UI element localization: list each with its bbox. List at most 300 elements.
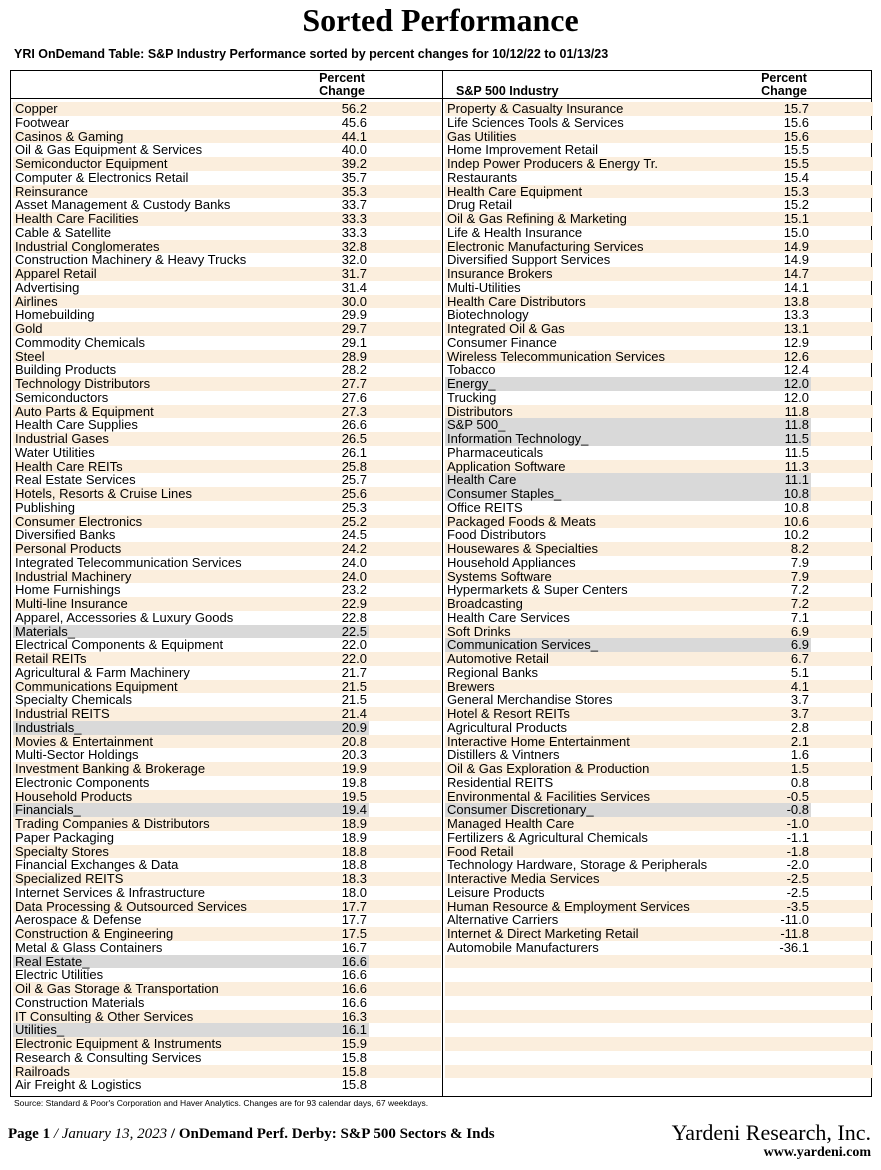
industry-name: Oil & Gas Exploration & Production bbox=[447, 761, 650, 776]
percent-change: 17.5 bbox=[341, 926, 367, 941]
table-row bbox=[13, 817, 441, 831]
sector-row bbox=[445, 638, 873, 652]
industry-name: Railroads bbox=[15, 1063, 70, 1079]
industry-name: Agricultural Products bbox=[447, 719, 567, 735]
brand-url[interactable]: www.yardeni.com bbox=[763, 1145, 871, 1160]
percent-change: 12.0 bbox=[783, 376, 809, 391]
table-row bbox=[13, 322, 441, 336]
percent-change: 1.5 bbox=[790, 761, 809, 776]
percent-change: 15.6 bbox=[783, 114, 809, 130]
industry-name: Research & Consulting Services bbox=[15, 1049, 202, 1065]
industry-name: Health Care Services bbox=[447, 609, 570, 625]
header-rule bbox=[11, 98, 871, 99]
performance-table bbox=[10, 70, 872, 1097]
percent-change: 15.1 bbox=[783, 211, 809, 226]
empty-row bbox=[445, 996, 873, 1010]
industry-name: Tobacco bbox=[447, 362, 496, 378]
percent-change: 18.3 bbox=[341, 871, 367, 886]
table-row bbox=[13, 198, 441, 212]
industry-name: Electronic Components bbox=[15, 774, 150, 790]
percent-change: 16.6 bbox=[341, 953, 367, 969]
industry-name: Broadcasting bbox=[447, 596, 523, 611]
table-row bbox=[13, 570, 441, 584]
percent-change: 12.0 bbox=[783, 389, 809, 405]
percent-change: 15.8 bbox=[341, 1063, 367, 1079]
percent-change: 26.6 bbox=[341, 417, 367, 433]
empty-row bbox=[445, 968, 873, 982]
percent-change: 15.0 bbox=[783, 224, 809, 240]
percent-change: 7.2 bbox=[790, 582, 809, 598]
table-row bbox=[13, 171, 441, 185]
percent-change: 12.4 bbox=[783, 362, 809, 378]
header-line: Percent bbox=[319, 71, 365, 85]
table-row bbox=[445, 116, 873, 130]
percent-change: 25.7 bbox=[341, 472, 367, 488]
percent-change: 15.2 bbox=[783, 197, 809, 213]
table-row bbox=[13, 102, 441, 116]
percent-change: 35.7 bbox=[341, 169, 367, 185]
table-row bbox=[445, 570, 873, 584]
table-row bbox=[13, 886, 441, 900]
footer-date: January 13, 2023 bbox=[61, 1126, 168, 1142]
table-row bbox=[13, 762, 441, 776]
percent-change: 20.8 bbox=[341, 733, 367, 749]
industry-name: Integrated Telecommunication Services bbox=[15, 554, 242, 570]
industry-name: Household Products bbox=[15, 788, 133, 804]
percent-change: 23.2 bbox=[341, 582, 367, 598]
percent-change: 18.8 bbox=[341, 843, 367, 859]
industry-name: Construction Machinery & Heavy Trucks bbox=[15, 252, 247, 268]
industry-name: Leisure Products bbox=[447, 884, 545, 900]
document-name: OnDemand Perf. Derby: S&P 500 Sectors & Inds bbox=[178, 1126, 495, 1142]
industry-name: Aerospace & Defense bbox=[15, 912, 142, 928]
industry-name: Financials_ bbox=[15, 802, 81, 818]
industry-name: Apparel, Accessories & Luxury Goods bbox=[15, 609, 234, 625]
industry-name: Specialty Chemicals bbox=[15, 692, 133, 708]
industry-name: Industrial Machinery bbox=[15, 568, 132, 584]
table-row bbox=[13, 776, 441, 790]
industry-name: Communication Services_ bbox=[447, 637, 599, 653]
industry-name: Health Care Equipment bbox=[447, 183, 583, 199]
table-row bbox=[445, 652, 873, 666]
industry-name: Internet & Direct Marketing Retail bbox=[447, 926, 639, 941]
sector-row bbox=[445, 487, 873, 501]
industry-name: Household Appliances bbox=[447, 554, 576, 570]
sector-row bbox=[13, 625, 441, 639]
table-row bbox=[13, 281, 441, 295]
industry-name: Multi-line Insurance bbox=[15, 596, 128, 611]
table-row bbox=[13, 638, 441, 652]
industry-name: Health Care Facilities bbox=[15, 211, 139, 226]
table-row bbox=[445, 666, 873, 680]
table-row bbox=[445, 157, 873, 171]
right-value-header bbox=[749, 72, 819, 97]
percent-change: 22.8 bbox=[341, 609, 367, 625]
table-row bbox=[445, 446, 873, 460]
percent-change: 25.2 bbox=[341, 513, 367, 529]
table-row bbox=[13, 845, 441, 859]
industry-name: S&P 500_ bbox=[447, 417, 506, 433]
table-row bbox=[445, 295, 873, 309]
percent-change: 39.2 bbox=[341, 156, 367, 171]
table-row bbox=[445, 583, 873, 597]
percent-change: 31.4 bbox=[341, 279, 367, 295]
table-row bbox=[445, 597, 873, 611]
percent-change: 15.9 bbox=[341, 1036, 367, 1051]
industry-name: Trading Companies & Distributors bbox=[15, 816, 210, 831]
percent-change: 15.7 bbox=[783, 101, 809, 116]
percent-change: 29.9 bbox=[341, 307, 367, 323]
industry-name: Apparel Retail bbox=[15, 266, 97, 281]
percent-change: 14.1 bbox=[783, 279, 809, 295]
percent-change: 7.2 bbox=[790, 596, 809, 611]
table-row bbox=[13, 212, 441, 226]
industry-name: Auto Parts & Equipment bbox=[15, 403, 154, 419]
industry-name: Retail REITs bbox=[15, 651, 87, 666]
sector-row bbox=[13, 721, 441, 735]
table-row bbox=[445, 556, 873, 570]
percent-change: 14.9 bbox=[783, 238, 809, 254]
percent-change: 8.2 bbox=[790, 541, 809, 556]
percent-change: -2.0 bbox=[786, 857, 809, 873]
industry-name: Advertising bbox=[15, 279, 80, 295]
percent-change: -11.8 bbox=[780, 926, 809, 941]
percent-change: 25.6 bbox=[341, 486, 367, 501]
table-row bbox=[13, 528, 441, 542]
percent-change: 33.3 bbox=[341, 224, 367, 240]
industry-name: Electronic Equipment & Instruments bbox=[15, 1036, 222, 1051]
table-row bbox=[13, 253, 441, 267]
brand-name: Yardeni Research, Inc. bbox=[671, 1120, 871, 1145]
industry-name: Oil & Gas Refining & Marketing bbox=[447, 211, 627, 226]
table-row bbox=[445, 845, 873, 859]
table-row bbox=[445, 693, 873, 707]
table-row bbox=[13, 473, 441, 487]
table-row bbox=[445, 707, 873, 721]
industry-name: Life Sciences Tools & Services bbox=[447, 114, 624, 130]
industry-name: Health Care Distributors bbox=[447, 293, 586, 309]
industry-name: Health Care REITs bbox=[15, 458, 123, 474]
table-row bbox=[445, 776, 873, 790]
industry-name: Specialty Stores bbox=[15, 843, 109, 859]
percent-change: 21.4 bbox=[341, 706, 367, 721]
table-row bbox=[13, 597, 441, 611]
percent-change: 13.1 bbox=[783, 321, 809, 336]
sector-row bbox=[445, 432, 873, 446]
table-row bbox=[13, 652, 441, 666]
table-row bbox=[13, 913, 441, 927]
industry-name: Interactive Home Entertainment bbox=[447, 733, 630, 749]
industry-name: Information Technology_ bbox=[447, 431, 589, 446]
table-row bbox=[13, 1078, 441, 1092]
table-row bbox=[445, 198, 873, 212]
left-column bbox=[13, 102, 441, 1092]
industry-name: Asset Management & Custody Banks bbox=[15, 197, 231, 213]
industry-name: Footwear bbox=[15, 114, 70, 130]
table-row bbox=[445, 212, 873, 226]
industry-name: Residential REITS bbox=[447, 774, 554, 790]
sector-row bbox=[13, 955, 441, 969]
sector-row bbox=[445, 803, 873, 817]
table-row bbox=[445, 240, 873, 254]
table-row bbox=[13, 900, 441, 914]
industry-name: Food Retail bbox=[447, 843, 514, 859]
industry-name: IT Consulting & Other Services bbox=[15, 1008, 194, 1024]
industry-name: Semiconductor Equipment bbox=[15, 156, 168, 171]
table-row bbox=[445, 721, 873, 735]
empty-row bbox=[445, 1065, 873, 1079]
percent-change: 19.8 bbox=[341, 774, 367, 790]
table-row bbox=[13, 363, 441, 377]
column-divider bbox=[442, 71, 443, 1096]
industry-name: Gas Utilities bbox=[447, 128, 517, 144]
table-row bbox=[445, 253, 873, 267]
industry-name: Casinos & Gaming bbox=[15, 128, 124, 144]
percent-change: 15.5 bbox=[783, 156, 809, 171]
table-row bbox=[13, 982, 441, 996]
percent-change: 11.1 bbox=[784, 472, 809, 488]
percent-change: 16.6 bbox=[341, 981, 367, 996]
industry-name: Oil & Gas Equipment & Services bbox=[15, 142, 203, 158]
industry-name: Homebuilding bbox=[15, 307, 95, 323]
percent-change: 19.5 bbox=[341, 788, 367, 804]
table-row bbox=[13, 157, 441, 171]
percent-change: -0.8 bbox=[786, 802, 809, 818]
table-row bbox=[445, 350, 873, 364]
table-row bbox=[13, 240, 441, 254]
percent-change: 40.0 bbox=[341, 142, 367, 158]
industry-name: Reinsurance bbox=[15, 183, 88, 199]
table-row bbox=[445, 941, 873, 955]
industry-name: Consumer Finance bbox=[447, 334, 557, 350]
industry-name: Real Estate Services bbox=[15, 472, 136, 488]
industry-name: Managed Health Care bbox=[447, 816, 575, 831]
right-name-header: S&P 500 Industry bbox=[456, 84, 559, 98]
table-row bbox=[445, 817, 873, 831]
table-row bbox=[13, 377, 441, 391]
industry-name: Pharmaceuticals bbox=[447, 444, 544, 460]
percent-change: 25.8 bbox=[341, 458, 367, 474]
table-row bbox=[445, 913, 873, 927]
industry-name: Copper bbox=[15, 101, 58, 116]
industry-name: General Merchandise Stores bbox=[447, 692, 613, 708]
industry-name: Home Furnishings bbox=[15, 582, 121, 598]
table-row bbox=[13, 130, 441, 144]
percent-change: 13.8 bbox=[783, 293, 809, 309]
table-row bbox=[13, 308, 441, 322]
percent-change: 26.5 bbox=[341, 431, 367, 446]
table-row bbox=[13, 267, 441, 281]
percent-change: 31.7 bbox=[341, 266, 367, 281]
table-row bbox=[13, 858, 441, 872]
table-row bbox=[13, 460, 441, 474]
percent-change: 28.9 bbox=[341, 348, 367, 364]
industry-name: Multi-Utilities bbox=[447, 279, 521, 295]
table-row bbox=[13, 680, 441, 694]
table-row bbox=[13, 226, 441, 240]
table-row bbox=[13, 1010, 441, 1024]
industry-name: Specialized REITS bbox=[15, 871, 124, 886]
percent-change: 33.7 bbox=[341, 197, 367, 213]
sector-row bbox=[13, 803, 441, 817]
percent-change: 21.5 bbox=[341, 678, 367, 694]
percent-change: 27.7 bbox=[341, 376, 367, 391]
industry-name: Wireless Telecommunication Services bbox=[447, 348, 665, 364]
percent-change: 19.9 bbox=[341, 761, 367, 776]
table-row bbox=[13, 295, 441, 309]
industry-name: Real Estate_ bbox=[15, 953, 90, 969]
percent-change: 15.5 bbox=[783, 142, 809, 158]
industry-name: Utilities_ bbox=[15, 1022, 65, 1038]
table-row bbox=[445, 405, 873, 419]
percent-change: 1.6 bbox=[790, 747, 809, 763]
table-row bbox=[13, 1037, 441, 1051]
empty-row bbox=[445, 1010, 873, 1024]
table-row bbox=[13, 116, 441, 130]
percent-change: 22.5 bbox=[341, 623, 367, 639]
industry-name: Multi-Sector Holdings bbox=[15, 747, 139, 763]
table-row bbox=[13, 432, 441, 446]
industry-name: Semiconductors bbox=[15, 389, 109, 405]
industry-name: Cable & Satellite bbox=[15, 224, 112, 240]
table-row bbox=[445, 171, 873, 185]
industry-name: Life & Health Insurance bbox=[447, 224, 583, 240]
percent-change: 6.9 bbox=[790, 623, 809, 639]
table-row bbox=[445, 515, 873, 529]
industry-name: Automotive Retail bbox=[447, 651, 549, 666]
percent-change: -2.5 bbox=[786, 884, 809, 900]
industry-name: Investment Banking & Brokerage bbox=[15, 761, 206, 776]
table-row bbox=[445, 680, 873, 694]
header-line: Percent bbox=[761, 71, 807, 85]
industry-name: Electrical Components & Equipment bbox=[15, 637, 224, 653]
empty-row bbox=[445, 955, 873, 969]
separator: / bbox=[50, 1126, 62, 1142]
percent-change: 20.3 bbox=[341, 747, 367, 763]
table-row bbox=[445, 927, 873, 941]
table-row bbox=[445, 102, 873, 116]
industry-name: Distillers & Vintners bbox=[447, 747, 560, 763]
industry-name: Building Products bbox=[15, 362, 117, 378]
industry-name: Computer & Electronics Retail bbox=[15, 169, 189, 185]
industry-name: Metal & Glass Containers bbox=[15, 939, 163, 955]
table-row bbox=[13, 542, 441, 556]
sector-row bbox=[445, 418, 873, 432]
industry-name: Consumer Staples_ bbox=[447, 486, 562, 501]
table-row bbox=[13, 996, 441, 1010]
table-row bbox=[445, 735, 873, 749]
percent-change: -1.8 bbox=[786, 843, 809, 859]
page-footer bbox=[8, 1126, 495, 1143]
table-row bbox=[445, 528, 873, 542]
table-row bbox=[445, 900, 873, 914]
percent-change: 26.1 bbox=[341, 444, 367, 460]
table-row bbox=[13, 583, 441, 597]
percent-change: 28.2 bbox=[341, 362, 367, 378]
table-row bbox=[445, 790, 873, 804]
empty-row bbox=[445, 1023, 873, 1037]
table-row bbox=[445, 611, 873, 625]
percent-change: 27.6 bbox=[341, 389, 367, 405]
percent-change: 22.9 bbox=[341, 596, 367, 611]
percent-change: -11.0 bbox=[780, 912, 809, 928]
percent-change: 24.2 bbox=[341, 541, 367, 556]
table-row bbox=[13, 556, 441, 570]
percent-change: 56.2 bbox=[341, 101, 367, 116]
industry-name: Hotels, Resorts & Cruise Lines bbox=[15, 486, 193, 501]
percent-change: 5.1 bbox=[790, 664, 809, 680]
table-row bbox=[445, 762, 873, 776]
table-row bbox=[445, 130, 873, 144]
industry-name: Soft Drinks bbox=[447, 623, 511, 639]
industry-name: Personal Products bbox=[15, 541, 122, 556]
header-line: Change bbox=[761, 83, 807, 98]
percent-change: 15.3 bbox=[783, 183, 809, 199]
table-row bbox=[13, 515, 441, 529]
table-row bbox=[13, 611, 441, 625]
industry-name: Airlines bbox=[15, 293, 58, 309]
industry-name: Industrial REITS bbox=[15, 706, 110, 721]
sector-highlight bbox=[445, 377, 811, 391]
industry-name: Housewares & Specialties bbox=[447, 541, 599, 556]
percent-change: 29.1 bbox=[341, 334, 367, 350]
table-row bbox=[445, 886, 873, 900]
percent-change: 17.7 bbox=[341, 898, 367, 914]
percent-change: -2.5 bbox=[786, 871, 809, 886]
table-row bbox=[445, 363, 873, 377]
percent-change: 12.6 bbox=[783, 348, 809, 364]
table-row bbox=[445, 501, 873, 515]
industry-name: Biotechnology bbox=[447, 307, 529, 323]
table-row bbox=[13, 831, 441, 845]
table-row bbox=[445, 143, 873, 157]
percent-change: 2.8 bbox=[790, 719, 809, 735]
industry-name: Oil & Gas Storage & Transportation bbox=[15, 981, 219, 996]
industry-name: Electric Utilities bbox=[15, 967, 104, 983]
percent-change: 24.0 bbox=[341, 568, 367, 584]
empty-row bbox=[445, 1051, 873, 1065]
percent-change: 33.3 bbox=[341, 211, 367, 226]
industry-name: Commodity Chemicals bbox=[15, 334, 146, 350]
percent-change: 7.1 bbox=[790, 609, 809, 625]
industry-name: Brewers bbox=[447, 678, 495, 694]
percent-change: 11.8 bbox=[784, 417, 809, 433]
table-row bbox=[445, 460, 873, 474]
table-row bbox=[13, 446, 441, 460]
industry-name: Health Care bbox=[447, 472, 517, 488]
percent-change: 6.9 bbox=[790, 637, 809, 653]
industry-name: Water Utilities bbox=[15, 444, 95, 460]
industry-name: Energy_ bbox=[447, 376, 496, 391]
percent-change: 35.3 bbox=[341, 183, 367, 199]
percent-change: 10.8 bbox=[783, 499, 809, 515]
industry-name: Consumer Discretionary_ bbox=[447, 802, 594, 818]
industry-name: Restaurants bbox=[447, 169, 518, 185]
left-value-header bbox=[307, 72, 377, 97]
table-row bbox=[445, 625, 873, 639]
industry-name: Integrated Oil & Gas bbox=[447, 321, 565, 336]
industry-name: Human Resource & Employment Services bbox=[447, 898, 690, 914]
empty-row bbox=[445, 982, 873, 996]
industry-name: Systems Software bbox=[447, 568, 552, 584]
percent-change: 22.0 bbox=[341, 651, 367, 666]
table-row bbox=[13, 941, 441, 955]
source-note: Source: Standard & Poor's Corporation and Haver Analytics. Changes are for 93 calendar days, 67 weekdays. bbox=[14, 1098, 429, 1108]
percent-change: 15.4 bbox=[783, 169, 809, 185]
industry-name: Consumer Electronics bbox=[15, 513, 143, 529]
percent-change: 16.1 bbox=[341, 1022, 367, 1038]
table-row bbox=[13, 735, 441, 749]
